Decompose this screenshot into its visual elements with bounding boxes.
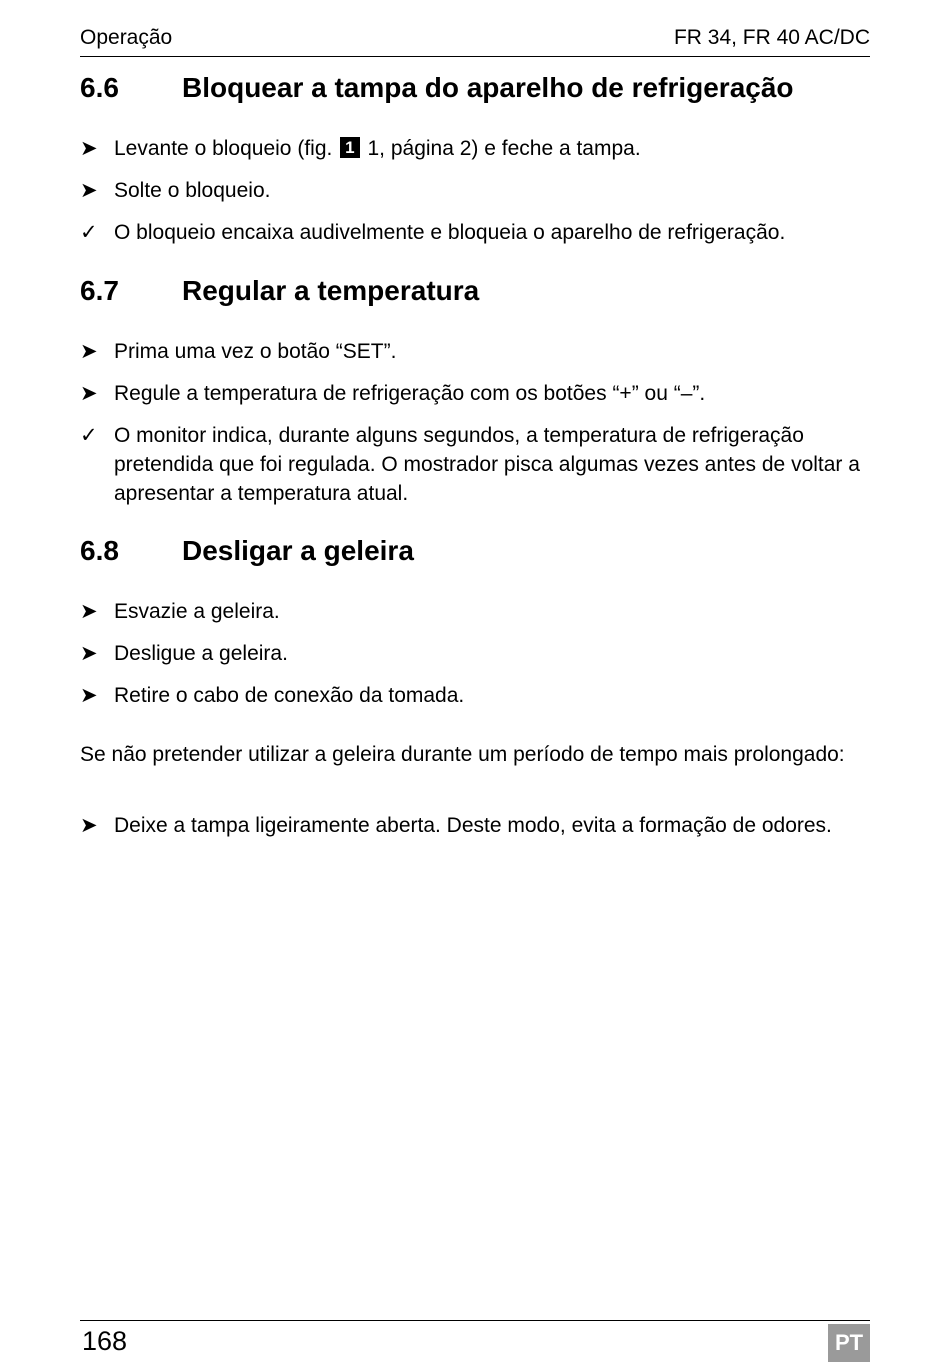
section-title: Bloquear a tampa do aparelho de refrigeração <box>182 72 794 103</box>
section-6-6 <box>80 72 870 247</box>
page-header <box>80 26 870 57</box>
list-item <box>80 421 870 508</box>
arrow-icon: ➤ <box>80 684 98 707</box>
header-chapter: Operação <box>80 26 173 49</box>
item-text: Levante o bloqueio (fig. <box>114 137 333 160</box>
arrow-icon: ➤ <box>80 340 98 363</box>
figure-badge: 1 <box>340 137 359 158</box>
list-item <box>80 337 870 366</box>
footer-divider <box>80 1320 870 1321</box>
section-number: 6.7 <box>80 275 119 306</box>
item-text: Prima uma vez o botão “SET”. <box>114 340 397 363</box>
section-6-8 <box>80 535 870 710</box>
section-6-7 <box>80 275 870 508</box>
check-icon: ✓ <box>80 424 98 447</box>
list-item <box>80 639 870 668</box>
item-text: Esvazie a geleira. <box>114 600 280 623</box>
item-text: Regule a temperatura de refrigeração com os botões “+” ou “–”. <box>114 382 706 405</box>
list-item <box>80 379 870 408</box>
section-heading <box>80 275 870 315</box>
item-text: 1, página 2) e feche a tampa. <box>367 137 641 160</box>
section-title: Regular a temperatura <box>182 275 480 306</box>
list-item <box>80 811 870 840</box>
section-number: 6.8 <box>80 535 119 566</box>
section-heading <box>80 72 870 112</box>
list-item <box>80 597 870 626</box>
section-number: 6.6 <box>80 72 119 103</box>
list-item <box>80 176 870 205</box>
item-text: Solte o bloqueio. <box>114 179 271 202</box>
section-title: Desligar a geleira <box>182 535 414 566</box>
section-heading <box>80 535 870 575</box>
language-badge: PT <box>828 1324 870 1362</box>
list-item <box>80 134 870 163</box>
header-model: FR 34, FR 40 AC/DC <box>673 26 870 49</box>
arrow-icon: ➤ <box>80 814 98 837</box>
list-item <box>80 218 870 247</box>
arrow-icon: ➤ <box>80 382 98 405</box>
page-number: 168 <box>82 1326 128 1356</box>
note-list <box>80 811 870 840</box>
item-text: O bloqueio encaixa audivelmente e bloqueia o aparelho de refrigeração. <box>114 221 786 244</box>
item-text: Retire o cabo de conexão da tomada. <box>114 684 465 707</box>
check-icon: ✓ <box>80 221 98 244</box>
item-text: Desligue a geleira. <box>114 642 288 665</box>
list-item <box>80 681 870 710</box>
arrow-icon: ➤ <box>80 600 98 623</box>
item-text: Deixe a tampa ligeiramente aberta. Deste modo, evita a formação de odores. <box>114 814 832 837</box>
item-text: O monitor indica, durante alguns segundos, a temperatura de refrigeração pretendida que foi regulada. O mostrador pisca algumas vezes antes de voltar a apresentar a temperatura atual. <box>114 424 860 505</box>
note-paragraph: Se não pretender utilizar a geleira durante um período de tempo mais prolongado: <box>80 743 845 766</box>
arrow-icon: ➤ <box>80 642 98 665</box>
arrow-icon: ➤ <box>80 179 98 202</box>
arrow-icon: ➤ <box>80 137 98 160</box>
